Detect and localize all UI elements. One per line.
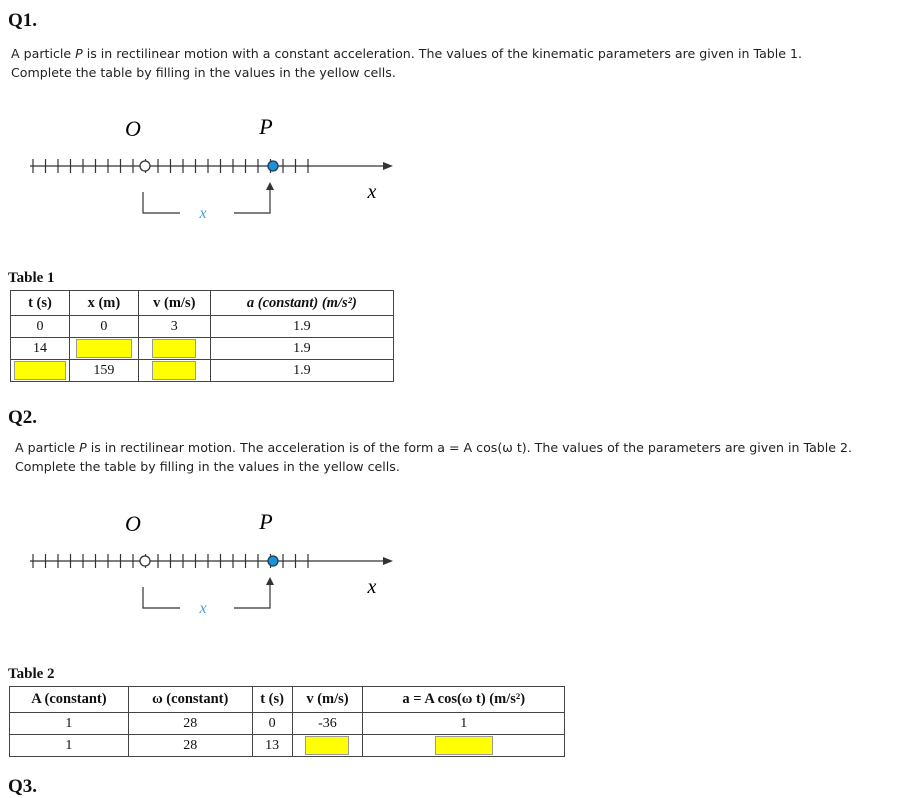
q1-text-line1 bbox=[11, 44, 802, 63]
table-row bbox=[10, 735, 565, 757]
q1-r2-a: 1.9 bbox=[210, 338, 393, 360]
q1-r2-x-answer[interactable] bbox=[76, 339, 132, 358]
q2-r1-t: 0 bbox=[252, 713, 292, 735]
q2-text-var: P bbox=[79, 440, 87, 455]
q2-displacement-arrowhead bbox=[266, 577, 274, 585]
q1-text-pre: A particle bbox=[11, 46, 76, 61]
q2-text-line2: Complete the table by filling in the values in the yellow cells. bbox=[15, 459, 400, 474]
q1-r3-x: 159 bbox=[69, 360, 138, 382]
q2-table bbox=[9, 686, 565, 757]
q2-origin-point bbox=[140, 556, 150, 566]
q2-r1-omega: 28 bbox=[128, 713, 252, 735]
q2-displacement-start bbox=[143, 587, 180, 608]
q1-r2-x-cell bbox=[69, 338, 138, 360]
q1-r3-a: 1.9 bbox=[210, 360, 393, 382]
q1-origin-label: O bbox=[125, 116, 141, 141]
q2-axis-arrow bbox=[383, 557, 393, 565]
q2-r2-v-answer[interactable] bbox=[305, 736, 349, 755]
q2-r2-a-cell bbox=[363, 735, 565, 757]
q2-number-line-svg bbox=[0, 505, 420, 625]
q1-r2-v-answer[interactable] bbox=[152, 339, 196, 358]
q1-axis-label: x bbox=[367, 181, 377, 203]
q1-header-a: a (constant) (m/s²) bbox=[210, 291, 393, 316]
q2-particle-label: P bbox=[259, 509, 273, 534]
q1-r1-a: 1.9 bbox=[210, 316, 393, 338]
q2-text-post: is in rectilinear motion. The acceleration is of the form a = A cos(ω t). The values of the parameters are given in Table 2. bbox=[86, 440, 853, 455]
q1-displacement-label: x bbox=[199, 205, 207, 222]
q2-header-v: v (m/s) bbox=[292, 687, 363, 713]
q2-number-line-figure bbox=[0, 505, 420, 630]
q2-header-A: A (constant) bbox=[10, 687, 129, 713]
q2-r2-t: 13 bbox=[252, 735, 292, 757]
q2-r2-a-answer[interactable] bbox=[435, 736, 493, 755]
q1-r3-v-cell bbox=[138, 360, 210, 382]
q2-displacement-end bbox=[234, 585, 270, 608]
q1-heading: Q1. bbox=[8, 10, 38, 31]
q1-table bbox=[10, 290, 394, 382]
q2-header-omega: ω (constant) bbox=[128, 687, 252, 713]
q1-table-title: Table 1 bbox=[8, 270, 55, 286]
q1-text-post: is in rectilinear motion with a constant acceleration. The values of the kinematic parameters are given in Table 1. bbox=[82, 46, 803, 61]
q1-r1-t: 0 bbox=[11, 316, 70, 338]
q1-header-x: x (m) bbox=[69, 291, 138, 316]
q1-r3-v-answer[interactable] bbox=[152, 361, 196, 380]
q2-r1-A: 1 bbox=[10, 713, 129, 735]
q1-displacement-start bbox=[143, 192, 180, 213]
q2-r1-a: 1 bbox=[363, 713, 565, 735]
q1-displacement-end bbox=[234, 190, 270, 213]
q2-r1-v: -36 bbox=[292, 713, 363, 735]
q2-r2-A: 1 bbox=[10, 735, 129, 757]
q1-r2-v-cell bbox=[138, 338, 210, 360]
q2-text-pre: A particle bbox=[15, 440, 80, 455]
q2-particle-point bbox=[268, 556, 278, 566]
table-row bbox=[11, 338, 394, 360]
q2-header-t: t (s) bbox=[252, 687, 292, 713]
q2-text-line1 bbox=[15, 438, 852, 457]
q2-r2-omega: 28 bbox=[128, 735, 252, 757]
q1-axis-arrow bbox=[383, 162, 393, 170]
q1-number-line-figure bbox=[0, 110, 420, 235]
table-row bbox=[10, 713, 565, 735]
q1-particle-point bbox=[268, 161, 278, 171]
q1-r1-x: 0 bbox=[69, 316, 138, 338]
q2-heading: Q2. bbox=[8, 407, 38, 428]
q1-header-v: v (m/s) bbox=[138, 291, 210, 316]
q1-number-line-svg bbox=[0, 110, 420, 230]
q2-header-a: a = A cos(ω t) (m/s²) bbox=[363, 687, 565, 713]
q1-r2-t: 14 bbox=[11, 338, 70, 360]
q1-origin-point bbox=[140, 161, 150, 171]
q2-displacement-label: x bbox=[199, 600, 207, 617]
q1-r3-t-answer[interactable] bbox=[14, 361, 66, 380]
q1-text-line2: Complete the table by filling in the values in the yellow cells. bbox=[11, 65, 396, 80]
q1-displacement-arrowhead bbox=[266, 182, 274, 190]
q1-text-var: P bbox=[75, 46, 83, 61]
q1-r3-t-cell bbox=[11, 360, 70, 382]
q1-r1-v: 3 bbox=[138, 316, 210, 338]
q3-heading: Q3. bbox=[8, 776, 38, 797]
q2-axis-label: x bbox=[367, 576, 377, 598]
q2-table-title: Table 2 bbox=[8, 666, 55, 682]
q2-r2-v-cell bbox=[292, 735, 363, 757]
table-row bbox=[11, 316, 394, 338]
q2-origin-label: O bbox=[125, 511, 141, 536]
table-row bbox=[11, 360, 394, 382]
q1-particle-label: P bbox=[259, 114, 273, 139]
q1-header-t: t (s) bbox=[11, 291, 70, 316]
